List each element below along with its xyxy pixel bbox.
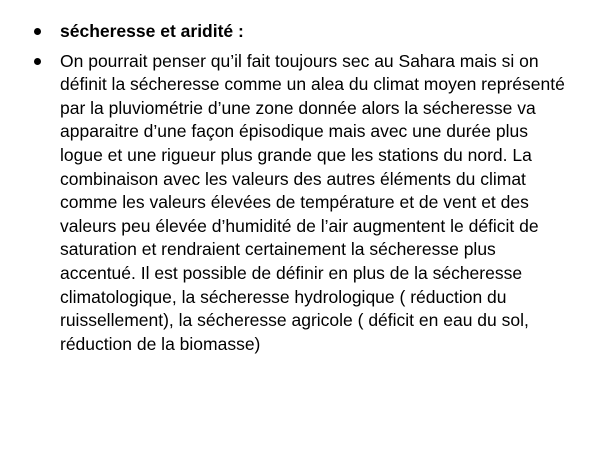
bullet-heading-text: sécheresse et aridité :: [60, 21, 244, 41]
bullet-body-text: On pourrait penser qu’il fait toujours sec au Sahara mais si on définit la sécheresse comme un alea du climat moyen représenté par la pluviométrie d’une zone donnée alors la sécheresse va apparaitre d’une façon épisodique mais avec une durée plus logue et une rigueur plus grande que les stations du nord. La combinaison avec les valeurs des autres éléments du climat comme les valeurs élevées de température et de vent et des valeurs peu élevée d’humidité de l’air augmentent le déficit de saturation et rendraient certainement la sécheresse plus accentué. Il est possible de définir en plus de la sécheresse climatologique, la sécheresse hydrologique ( réduction du ruissellement), la sécheresse agricole ( déficit en eau du sol, réduction de la biomasse): [60, 50, 565, 354]
bullet-item-body: [34, 50, 570, 357]
bullet-dot-icon: [34, 28, 41, 35]
bullet-item-heading: [34, 20, 570, 44]
bullet-list: [34, 20, 570, 362]
bullet-dot-icon: [34, 58, 41, 65]
